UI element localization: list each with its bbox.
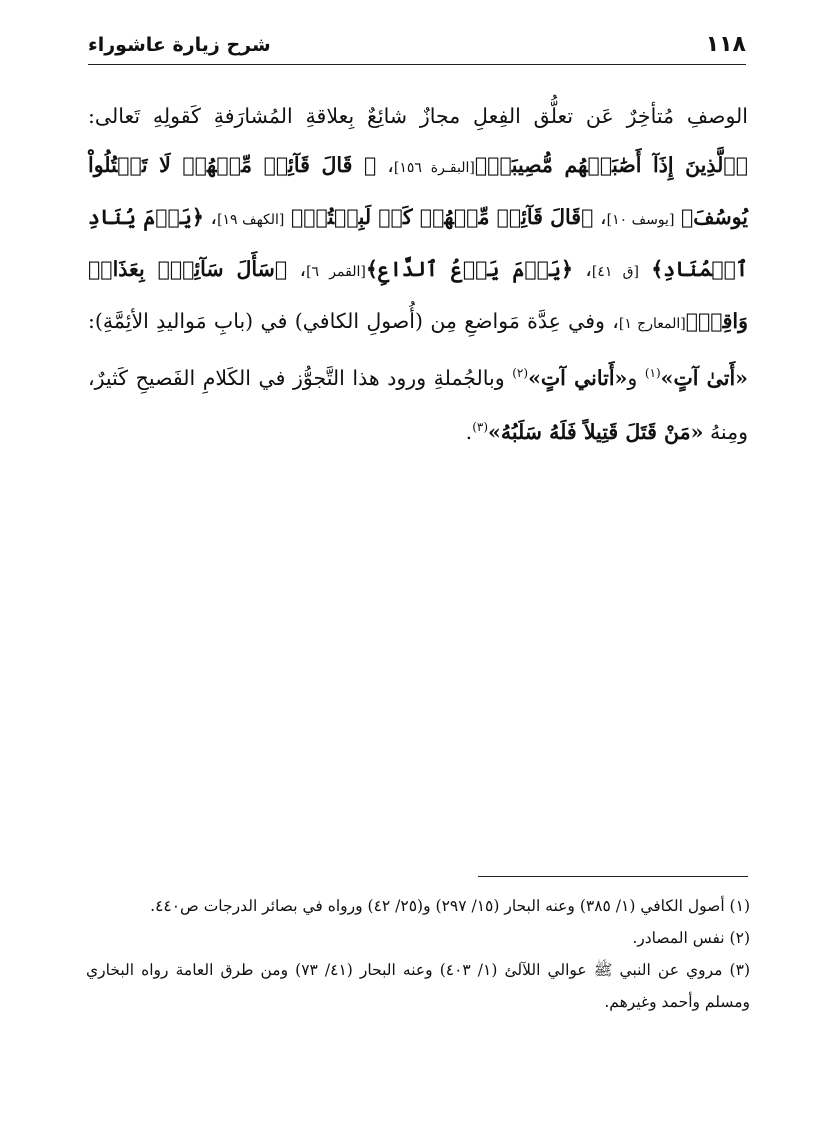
quran-verse: ﴿ٱلَّذِينَ إِذَآ أَصَٰبَتۡهُم مُّصِيبَةٞ﴾ (474, 153, 748, 177)
conjunction: و (627, 365, 638, 390)
hadith-quote: «أَتىٰ آتٍ» (660, 365, 748, 390)
hadith-quote: «مَنْ قَتَلَ قَتِيلاً فَلَهُ سَلَبُهُ» (488, 419, 704, 444)
paragraph: الوصفِ مُتأخِرٌ عَن تعلُّق الفِعلِ مجازٌ شائِعٌ بِعلاقةِ المُشارَفةِ كَقولِهِ تَعالى: ﴿ٱلَّذِينَ إِذَآ أَصَٰبَتۡهُم مُّصِيبَةٞ﴾[البقـرة ١٥٦]، ﴿ قَالَ قَآئِلٞ مِّنۡهُمۡ لَا تَقۡتُلُواْ يُوسُفَ﴾ [يوسف ١٠]، ﴿قَالَ قَآئِلٞ مِّنۡهُمۡ كَمۡ لَبِثۡتُمۡ﴾ [الكهف ١٩]، ﴿يَوۡمَ يُنَادِ ٱلۡمُنَادِ﴾ [ق ٤١]، ﴿يَوۡمَ يَدۡعُ ٱلدَّاعِ﴾[القمر ٦]، ﴿سَأَلَ سَآئِلُۢ بِعَذَابٖ وَاقِعٖ﴾[المعارج ١]، وفي عِدَّة مَواضعِ مِن (أُصولِ الكافي) في (بابِ مَواليدِ الأئِمَّةِ): «أَتىٰ آتٍ»$^{(١)}$ و«أَتاني آتٍ»$^{(٢)}$ وبالجُملةِ ورود هذا التَّجوُّز في الكَلامِ الفَصيحِ كَثيرٌ، ومِنهُ «مَنْ قَتَلَ قَتِيلاً فَلَهُ سَلَبُهُ»$^{(٣)}$. (88, 104, 748, 444)
final-period: . (465, 419, 473, 444)
quran-verse: ﴿سَأَلَ سَآئِلُۢ بِعَذَابٖ وَاقِعٖ﴾ (88, 257, 748, 333)
footnotes (86, 890, 750, 1018)
book-title: شرح زيارة عاشوراء (88, 34, 271, 56)
quran-verse: ﴿قَالَ قَآئِلٞ مِّنۡهُمۡ كَمۡ لَبِثۡتُمۡ﴾ (290, 205, 594, 229)
footnote: (٢) نفس المصادر. (632, 929, 750, 947)
verse-reference: [ق ٤١] (591, 264, 639, 280)
quran-verse: ﴿يَوۡمَ يُنَادِ ٱلۡمُنَادِ﴾ (88, 205, 748, 281)
text-run: الوصفِ مُتأخِرٌ عَن تعلُّق الفِعلِ مجازٌ شائِعٌ بِعلاقةِ المُشارَفةِ كَقولِهِ تَعالى: (88, 104, 748, 128)
hadith-quote: «أَتاني آتٍ» (528, 365, 628, 390)
footnote-marker: (١) (644, 366, 661, 380)
footnote-divider (478, 876, 748, 877)
footnote-marker: (٢) (512, 366, 529, 380)
text-run: وبالجُملةِ ورود هذا التَّجوُّز في الكَلامِ الفَصيحِ كَثيرٌ، ومِنهُ (88, 365, 748, 444)
quran-verse: ﴿يَوۡمَ يَدۡعُ ٱلدَّاعِ﴾ (365, 257, 573, 281)
verse-reference: [القمر ٦] (306, 264, 366, 280)
quran-verse: ﴿ قَالَ قَآئِلٞ مِّنۡهُمۡ لَا تَقۡتُلُواْ يُوسُفَ﴾ (88, 153, 748, 229)
verse-reference: [الكهف ١٩] (217, 212, 285, 228)
footnote: (٣) مروي عن النبي ﷺ عوالي اللآلئ (١/ ٤٠٣) وعنه البحار (٤١/ ٧٣) ومن طرق العامة رواه البخاري ومسلم وأحمد وغيرهم. (86, 961, 750, 1011)
verse-reference: [البقـرة ١٥٦] (393, 160, 475, 176)
main-text (88, 92, 748, 457)
page-header (88, 30, 746, 65)
footnote-marker: (٣) (472, 419, 489, 434)
footnote: (١) أصول الكافي (١/ ٣٨٥) وعنه البحار (١٥/ ٢٩٧) و(٢٥/ ٤٢) ورواه في بصائر الدرجات ص٤٤٠. (150, 897, 750, 915)
page-number: ١١٨ (705, 32, 746, 57)
text-run: وفي عِدَّة مَواضعِ مِن (أُصولِ الكافي) في (بابِ مَواليدِ الأئِمَّةِ): (88, 309, 605, 333)
verse-reference: [يوسف ١٠] (606, 212, 675, 228)
verse-reference: [المعارج ١] (618, 316, 686, 332)
